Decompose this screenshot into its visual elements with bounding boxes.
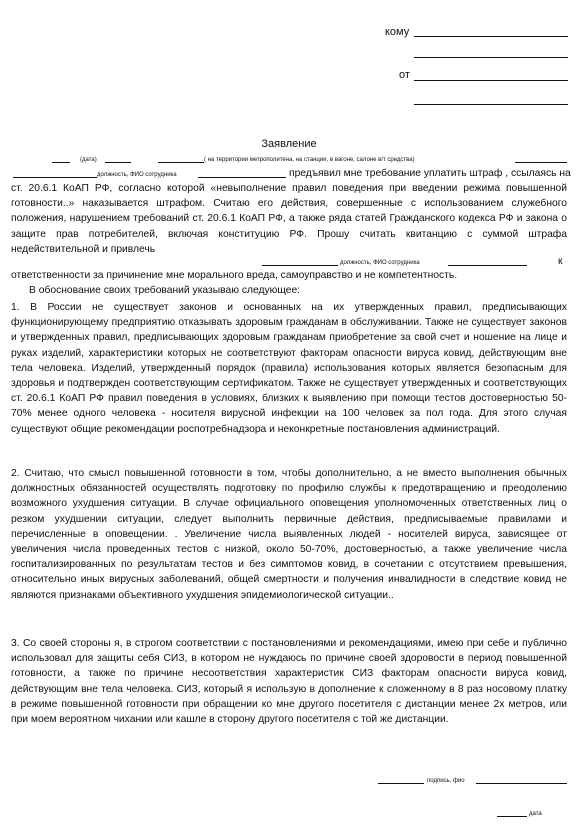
position2-caption: должность, ФИО сотрудника [340, 260, 420, 266]
signature-caption: подпись, фио [427, 778, 465, 784]
signature-line[interactable] [378, 783, 424, 784]
footer-date-caption: дата [529, 811, 542, 817]
position-line-a[interactable] [13, 177, 97, 178]
grounds-intro: В обоснование своих требований указываю следующее: [29, 285, 301, 296]
paragraph-2: 2. Считаю, что смысл повышенной готовности в том, чтобы дополнительно, а не вместо выполнения обычных должностных обязанностей осуществлять подготовку по профилю службы к предотвращению и преодолению возможного ухудшения ситуации. В случае официального оповещения уполномоченных ответственных лиц о резком ухудшении ситуации, следует выполнить первичные действия, предписываемые правилами и перечисленные в оповещении. . Увеличение числа выявленных людей - носителей вируса, зависящее от увеличения числа проведенных тестов с низкой, около 50-70%, достоверностью, а также увеличение числа госпитализированных по результатам тестов и без симптомов ковид, в сочетании с отсутствием превышения, относительно иных вирусных заболеваний, общей смертности и получения инвалидности в следствие ковид не являются признаками объективного ухудшения эпидемиологической ситуации.. [11, 468, 567, 601]
to-prefix: к [558, 256, 563, 267]
to-label: кому [385, 26, 410, 38]
from-line-1[interactable] [414, 80, 568, 81]
document-title: Заявление [261, 138, 317, 150]
from-line-2[interactable] [414, 104, 568, 105]
name-line[interactable] [476, 783, 567, 784]
place-line[interactable] [158, 162, 204, 163]
paragraph-1: 1. В России не существует законов и основанных на их утвержденных правил, предписывающих функционирующему предприятию отказывать здоровым гражданам в обслуживании. Также не существует законов и утвержденных правил, предписывающих здоровым гражданам приобретение за свой счет и ношение на лице и руках изделий, характеристики которых не соответствуют факторам опасности вируса ковид, действующим вне тела человека. Изделий, утвержденный порядок (правила) использования которых является безопасным для здоровья и подтвержден соответствующим сертификатом. Также не существует утвержденных и соответствующих ст. 20.6.1 КоАП РФ правил поведения в условиях, близких к выявлению при помощи тестов достоверностью 50-70% менее одного человека - носителя вирусной инфекции на 100 человек за пол года. Для этого случая существуют общие рекомендации роспотребнадзора и неконкретные постановления администраций. [11, 302, 567, 435]
intro-line2-text: предъявил мне требование уплатить штраф , ссылаясь на [289, 168, 571, 179]
date-caption: (дата) [80, 157, 97, 163]
intro-closing: ответственности за причинение мне морального вреда, самоуправство и не компетентность. [11, 270, 458, 281]
position-line-b[interactable] [198, 177, 286, 178]
to-line-1[interactable] [414, 36, 568, 37]
intro-body: ст. 20.6.1 КоАП РФ, согласно которой «невыполнение правил поведения при введении режима повышенной готовности..» наказывается штрафом. Считаю его действия, совершенные с использованием служебного положения, нарушением требований ст. 20.6.1 КоАП РФ, а также ряда статей Гражданского кодекса РФ и закона о защите прав потребителей, включая конституцию РФ. Прошу считать квитанцию с суммой штрафа недействительной и привлечь [11, 183, 567, 255]
paragraph-3: 3. Со своей стороны я, в строгом соответствии с постановлениями и рекомендациями, имею при себе и публично использовал для защиты себя СИЗ, в котором не нуждаюсь по причине своей здоровости в период повышенной готовности, а также по причине несоответствия характеристик СИЗ факторам опасности вируса ковид, действующим вне тела человека. СИЗ, который я использую в дополнение к сложенному в 8 раз носовому платку в режиме повышенной готовности при обращении ко мне другого посетителя с дистанции менее 2х метров, или при моем вероятном чихании или кашле в сторону другого посетителя с той же дистанции. [11, 638, 567, 726]
position-caption: должность, ФИО сотрудника [97, 172, 177, 178]
date-line-b[interactable] [105, 162, 131, 163]
position2-line-b[interactable] [448, 265, 527, 266]
date-sign-line[interactable] [497, 816, 527, 817]
place-line-end[interactable] [515, 162, 567, 163]
date-line-a[interactable] [52, 162, 70, 163]
place-caption: ( на территории метрополитена, на станции, в вагоне, салоне в/т средства) [204, 157, 415, 163]
from-label: от [399, 69, 410, 81]
to-line-2[interactable] [414, 57, 568, 58]
position2-line-a[interactable] [262, 265, 338, 266]
